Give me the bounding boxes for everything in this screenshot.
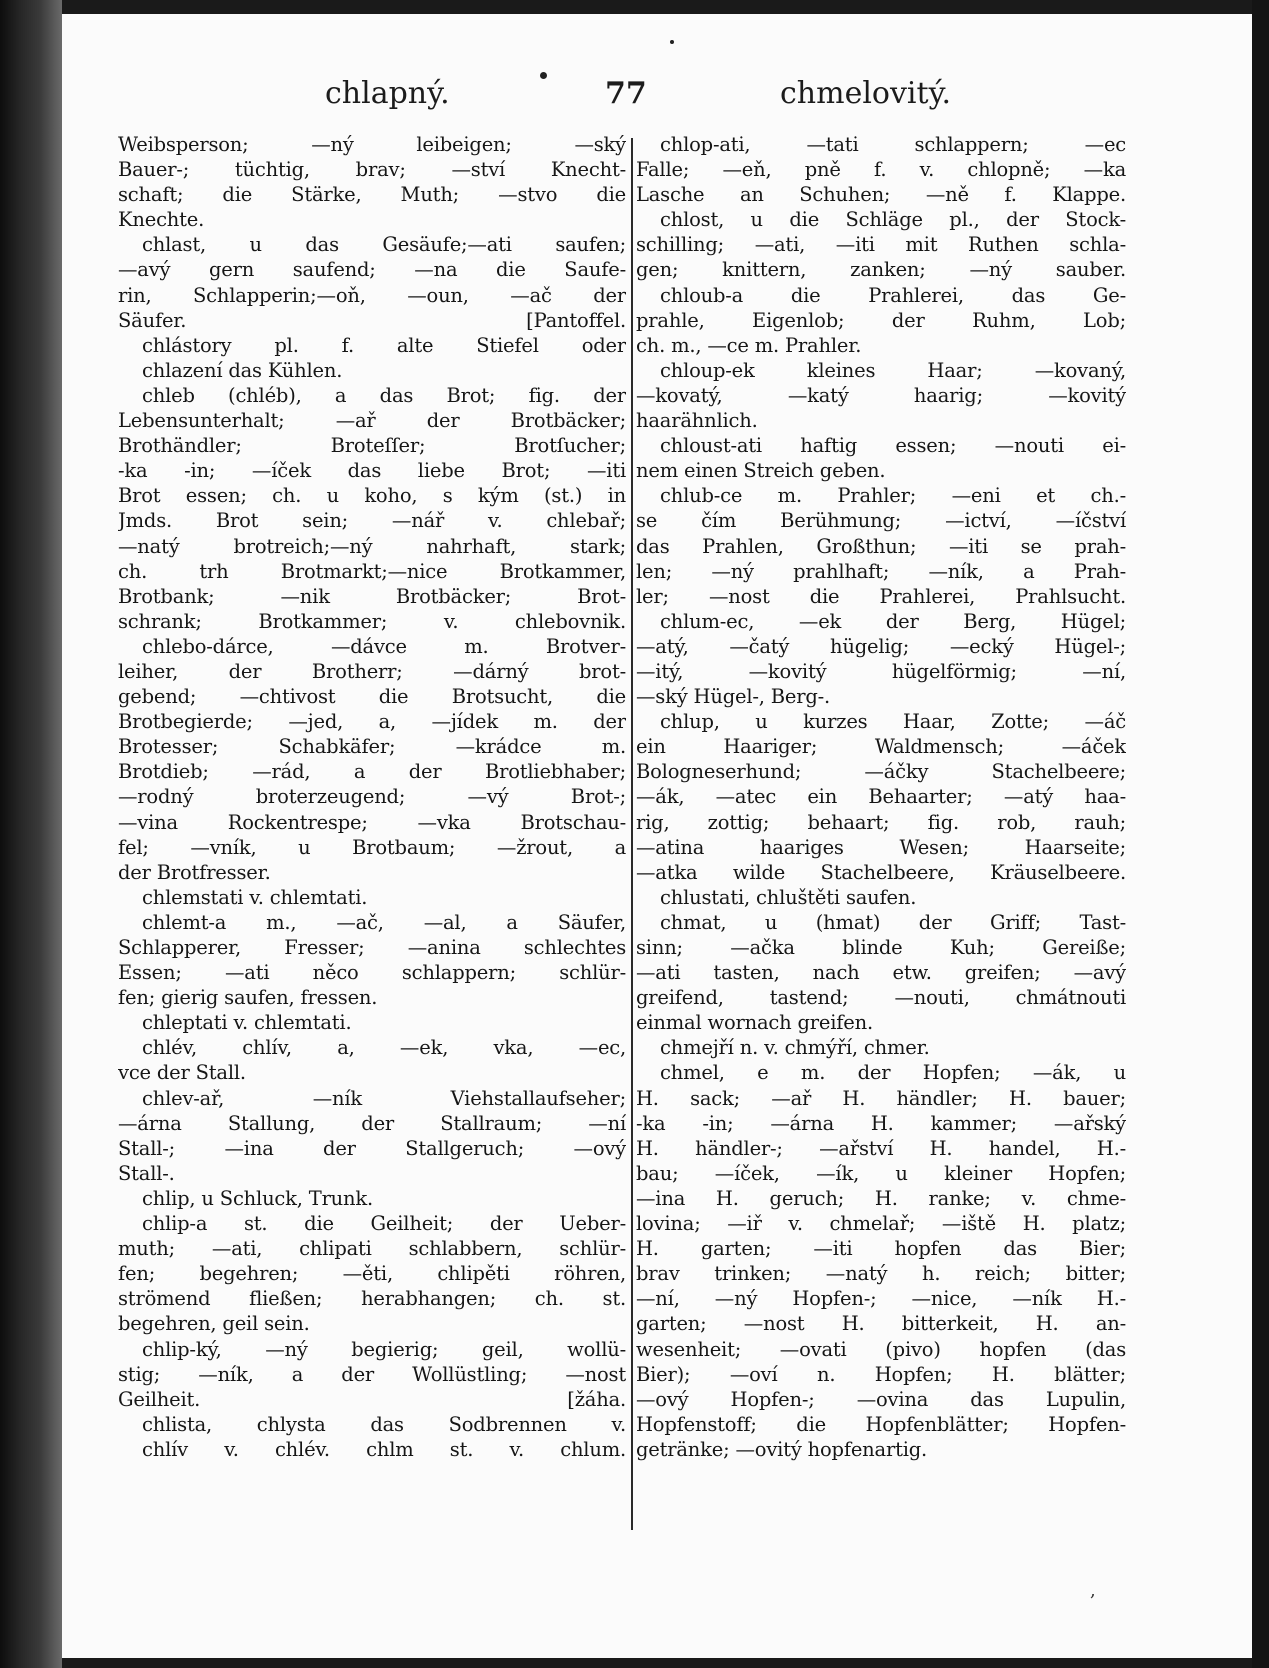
entry-line: Bauer-; tüchtig, brav; —ství Knecht-: [118, 158, 626, 182]
entry-line: -ka -in; —íček das liebe Brot; —iti: [118, 459, 626, 483]
entry-line: Essen; —ati něco schlappern; schlür-: [118, 961, 626, 985]
entry-line: Geilheit. [žáha.: [118, 1387, 626, 1411]
entry-line: brav trinken; —natý h. reich; bitter;: [636, 1262, 1126, 1286]
entry-line: chlív v. chlév. chlm st. v. chlum.: [142, 1437, 626, 1461]
entry-line: Brotdieb; —rád, a der Brotliebhaber;: [118, 760, 626, 784]
entry-line: fen; gierig saufen, fressen.: [118, 986, 378, 1010]
column-divider: [631, 138, 633, 1530]
scan-border: [1252, 0, 1269, 1668]
entry-line: chlast, u das Gesäufe;—ati saufen;: [142, 233, 626, 257]
entry-line: rig, zottig; behaart; fig. rob, rauh;: [636, 810, 1126, 834]
ink-speck: [670, 40, 674, 44]
entry-line: len; —ný prahlhaft; —ník, a Prah-: [636, 559, 1126, 583]
entry-line: strömend fließen; herabhangen; ch. st.: [118, 1287, 626, 1311]
entry-line: chloub-a die Prahlerei, das Ge-: [660, 283, 1126, 307]
entry-line: —ati tasten, nach etw. greifen; —avý: [636, 961, 1126, 985]
left-column: [118, 132, 626, 1532]
entry-line: chlista, chlysta das Sodbrennen v.: [142, 1412, 626, 1436]
entry-line: stig; —ník, a der Wollüstling; —nost: [118, 1362, 626, 1386]
entry-line: Lasche an Schuhen; —ně f. Klappe.: [636, 183, 1126, 207]
entry-line: chlost, u die Schläge pl., der Stock-: [660, 208, 1126, 232]
entry-line: chmejří n. v. chmýří, chmer.: [660, 1036, 930, 1060]
entry-line: H. händler-; —ařství H. handel, H.-: [636, 1136, 1126, 1160]
entry-line: wesenheit; —ovati (pivo) hopfen (das: [636, 1337, 1126, 1361]
entry-line: —avý gern saufend; —na die Saufe-: [118, 258, 626, 282]
entry-line: muth; —ati, chlipati schlabbern, schlür-: [118, 1237, 626, 1261]
entry-line: ein Haariger; Waldmensch; —áček: [636, 735, 1126, 759]
entry-line: prahle, Eigenlob; der Ruhm, Lob;: [636, 308, 1126, 332]
entry-line: chlop-ati, —tati schlappern; —ec: [660, 133, 1126, 156]
entry-line: lovina; —iř v. chmelař; —iště H. platz;: [636, 1212, 1126, 1236]
entry-line: leiher, der Brotherr; —dárný brot-: [118, 659, 626, 683]
entry-line: Knechte.: [118, 208, 205, 232]
entry-line: -ka -in; —árna H. kammer; —ařský: [636, 1111, 1126, 1135]
entry-line: der Brotfresser.: [118, 860, 271, 884]
right-headword: chmelovitý.: [780, 76, 952, 111]
entry-line: —ina H. geruch; H. ranke; v. chme-: [636, 1186, 1126, 1210]
entry-line: chlév, chlív, a, —ek, vka, —ec,: [142, 1036, 626, 1060]
entry-line: schilling; —ati, —iti mit Ruthen schla-: [636, 233, 1126, 257]
entry-line: —atina haariges Wesen; Haarseite;: [636, 835, 1126, 859]
entry-line: schaft; die Stärke, Muth; —stvo die: [118, 183, 626, 207]
entry-line: —ový Hopfen-; —ovina das Lupulin,: [636, 1387, 1126, 1411]
page-header: [0, 76, 1269, 124]
entry-line: chlip, u Schluck, Trunk.: [142, 1186, 374, 1210]
entry-line: ler; —nost die Prahlerei, Prahlsucht.: [636, 584, 1126, 608]
entry-line: Stall-; —ina der Stallgeruch; —ový: [118, 1136, 626, 1160]
entry-line: chleb (chléb), a das Brot; fig. der: [142, 383, 626, 407]
entry-line: gen; knittern, zanken; —ný sauber.: [636, 258, 1126, 282]
entry-line: Bier); —oví n. Hopfen; H. blätter;: [636, 1362, 1126, 1386]
entry-line: chlazení das Kühlen.: [142, 358, 343, 382]
entry-line: gebend; —chtivost die Brotsucht, die: [118, 685, 626, 709]
entry-line: Jmds. Brot sein; —nář v. chlebař;: [118, 509, 626, 533]
entry-line: —atka wilde Stachelbeere, Kräuselbeere.: [636, 860, 1126, 884]
ink-speck: [540, 72, 547, 79]
entry-line: Brothändler; Broteſſer; Brotſucher;: [118, 434, 626, 458]
entry-line: Brotesser; Schabkäfer; —krádce m.: [118, 735, 626, 759]
entry-line: chmat, u (hmat) der Griff; Tast-: [660, 910, 1126, 934]
entry-line: chlemstati v. chlemtati.: [142, 885, 368, 909]
entry-line: H. garten; —iti hopfen das Bier;: [636, 1237, 1126, 1261]
entry-line: —itý, —kovitý hügelförmig; —ní,: [636, 659, 1126, 683]
entry-line: chlub-ce m. Prahler; —eni et ch.-: [660, 484, 1126, 508]
entry-line: Weibsperson; —ný leibeigen; —ský: [118, 133, 626, 156]
entry-line: —ák, —atec ein Behaarter; —atý haa-: [636, 785, 1126, 809]
entry-line: Schlapperer, Fresser; —anina schlechtes: [118, 936, 626, 959]
entry-line: chlev-ař, —ník Viehstallaufseher;: [142, 1086, 626, 1110]
entry-line: Brot essen; ch. u koho, s kým (st.) in: [118, 484, 626, 508]
entry-line: —atý, —čatý hügelig; —ecký Hügel-;: [636, 634, 1126, 658]
entry-line: —ní, —ný Hopfen-; —nice, —ník H.-: [636, 1287, 1126, 1311]
entry-line: —natý brotreich;—ný nahrhaft, stark;: [118, 534, 626, 558]
entry-line: Falle; —eň, pně f. v. chlopně; —ka: [636, 158, 1126, 182]
entry-line: rin, Schlapperin;—oň, —oun, —ač der: [118, 283, 626, 307]
entry-line: Hopfenstoff; die Hopfenblätter; Hopfen-: [636, 1412, 1126, 1436]
entry-line: vce der Stall.: [118, 1061, 246, 1085]
entry-line: chloup-ek kleines Haar; —kovaný,: [660, 358, 1126, 382]
entry-line: Lebensunterhalt; —ař der Brotbäcker;: [118, 409, 626, 433]
entry-line: getränke; —ovitý hopfenartig.: [636, 1437, 928, 1461]
entry-line: chlup, u kurzes Haar, Zotte; —áč: [660, 710, 1126, 734]
entry-line: —árna Stallung, der Stallraum; —ní: [118, 1111, 626, 1135]
entry-line: das Prahlen, Großthun; —iti se prah-: [636, 534, 1126, 558]
entry-line: einmal wornach greifen.: [636, 1011, 873, 1035]
entry-line: haarähnlich.: [636, 409, 758, 433]
entry-line: chlemt-a m., —ač, —al, a Säufer,: [142, 910, 626, 934]
entry-line: nem einen Streich geben.: [636, 459, 886, 483]
entry-line: ch. m., —ce m. Prahler.: [636, 333, 862, 357]
entry-line: se čím Berühmung; —ictví, —íčství: [636, 509, 1126, 533]
entry-line: chloust-ati haftig essen; —nouti ei-: [660, 434, 1126, 458]
entry-line: Bologneserhund; —áčky Stachelbeere;: [636, 760, 1126, 784]
entry-line: fen; begehren; —ěti, chlipěti röhren,: [118, 1262, 626, 1286]
entry-line: Stall-.: [118, 1161, 175, 1185]
entry-line: schrank; Brotkammer; v. chlebovnik.: [118, 609, 626, 633]
entry-line: chlustati, chluštěti saufen.: [660, 885, 917, 909]
entry-line: garten; —nost H. bitterkeit, H. an-: [636, 1312, 1126, 1336]
entry-line: chlip-a st. die Geilheit; der Ueber-: [142, 1212, 626, 1236]
right-column: [636, 132, 1126, 1532]
entry-line: chmel, e m. der Hopfen; —ák, u: [660, 1061, 1126, 1085]
entry-line: Säufer. [Pantoffel.: [118, 308, 626, 332]
entry-line: chleptati v. chlemtati.: [142, 1011, 352, 1035]
entry-line: —kovatý, —katý haarig; —kovitý: [636, 383, 1126, 407]
entry-line: chlástory pl. f. alte Stiefel oder: [142, 333, 626, 357]
entry-line: H. sack; —ař H. händler; H. bauer;: [636, 1086, 1126, 1110]
entry-line: ch. trh Brotmarkt;—nice Brotkammer,: [118, 559, 626, 583]
book-spine-shadow: [0, 0, 62, 1668]
entry-line: begehren, geil sein.: [118, 1312, 310, 1336]
footer-mark: ,: [1090, 1580, 1096, 1601]
entry-line: —rodný broterzeugend; —vý Brot-;: [118, 785, 626, 809]
entry-line: sinn; —ačka blinde Kuh; Gereiße;: [636, 936, 1126, 959]
entry-line: fel; —vník, u Brotbaum; —žrout, a: [118, 835, 626, 859]
entry-line: bau; —íček, —ík, u kleiner Hopfen;: [636, 1161, 1126, 1185]
page-number: 77: [605, 76, 647, 111]
entry-line: Brotbank; —nik Brotbäcker; Brot-: [118, 584, 626, 608]
entry-line: chlebo-dárce, —dávce m. Brotver-: [142, 634, 626, 658]
left-headword: chlapný.: [325, 76, 450, 111]
entry-line: greifend, tastend; —nouti, chmátnouti: [636, 986, 1126, 1010]
entry-line: —ský Hügel-, Berg-.: [636, 685, 831, 709]
entry-line: Brotbegierde; —jed, a, —jídek m. der: [118, 710, 626, 734]
entry-line: chlum-ec, —ek der Berg, Hügel;: [660, 609, 1126, 633]
entry-line: —vina Rockentrespe; —vka Brotschau-: [118, 810, 626, 834]
entry-line: chlip-ký, —ný begierig; geil, wollü-: [142, 1337, 626, 1361]
